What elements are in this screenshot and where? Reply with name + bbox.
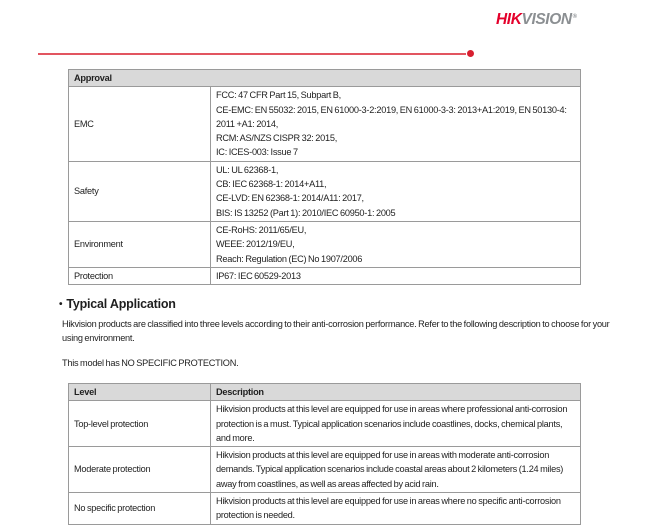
logo-vision-text: VISION: [521, 11, 572, 28]
section-title-text: Typical Application: [66, 297, 176, 311]
row-value-safety: UL: UL 62368-1, CB: IEC 62368-1: 2014+A11, CE-LVD: EN 62368-1: 2014/A11: 2017, BIS: IS 13252 (Part 1): 2010/IEC 60950-1: 2005: [211, 161, 581, 221]
bullet-icon: •: [59, 299, 63, 310]
section-intro-text: Hikvision products are classified into three levels according to their anti-corrosion performance. Refer to the following description to choose for your using environment.: [62, 319, 610, 343]
section-heading-typical-application: [59, 297, 176, 311]
row-label-top-level: Top-level protection: [69, 401, 211, 447]
level-table-header-row: [69, 384, 581, 401]
row-description-no-specific: Hikvision products at this level are equipped for use in areas where no specific anti-corrosion protection is needed.: [211, 493, 581, 525]
column-header-description: Description: [211, 384, 581, 401]
row-label-no-specific: No specific protection: [69, 493, 211, 525]
table-row-top-level: [69, 401, 581, 447]
registered-trademark-icon: ®: [572, 13, 577, 20]
column-header-level: Level: [69, 384, 211, 401]
table-row-safety: [69, 161, 581, 221]
row-label-protection: Protection: [69, 267, 211, 284]
protection-level-table: [68, 383, 581, 525]
row-value-emc: FCC: 47 CFR Part 15, Subpart B, CE-EMC: EN 55032: 2015, EN 61000-3-2:2019, EN 61000-3-3: 2013+A1:2019, EN 50130-4: 2011 +A1: 2014, RCM: AS/NZS CISPR 32: 2015, IC: ICES-003: Issue 7: [211, 87, 581, 161]
header-rule-dot-icon: [467, 50, 474, 57]
table-row-no-specific: [69, 493, 581, 525]
row-description-top-level: Hikvision products at this level are equipped for use in areas where professional anti-corrosion protection is a must. Typical application scenarios include coastlines, docks, chemical plants, and more.: [211, 401, 581, 447]
table-row-environment: [69, 221, 581, 267]
row-label-moderate: Moderate protection: [69, 447, 211, 493]
logo-hik-text: HIK: [496, 11, 522, 28]
hikvision-logo: [496, 11, 577, 29]
row-description-moderate: Hikvision products at this level are equipped for use in areas with moderate anti-corrosion demands. Typical application scenarios include coastal areas about 2 kilometers (1.24 miles) away from coastlines, as well as areas affected by acid rain.: [211, 447, 581, 493]
model-protection-note: This model has NO SPECIFIC PROTECTION.: [62, 358, 239, 368]
approval-table: [68, 69, 581, 285]
row-label-emc: EMC: [69, 87, 211, 161]
row-value-environment: CE-RoHS: 2011/65/EU, WEEE: 2012/19/EU, Reach: Regulation (EC) No 1907/2006: [211, 221, 581, 267]
approval-header-row: [69, 70, 581, 87]
row-label-safety: Safety: [69, 161, 211, 221]
header-rule-line: [38, 53, 466, 55]
row-label-environment: Environment: [69, 221, 211, 267]
approval-table-title: Approval: [69, 70, 581, 87]
row-value-protection: IP67: IEC 60529-2013: [211, 267, 581, 284]
table-row-emc: [69, 87, 581, 161]
table-row-moderate: [69, 447, 581, 493]
table-row-protection: [69, 267, 581, 284]
